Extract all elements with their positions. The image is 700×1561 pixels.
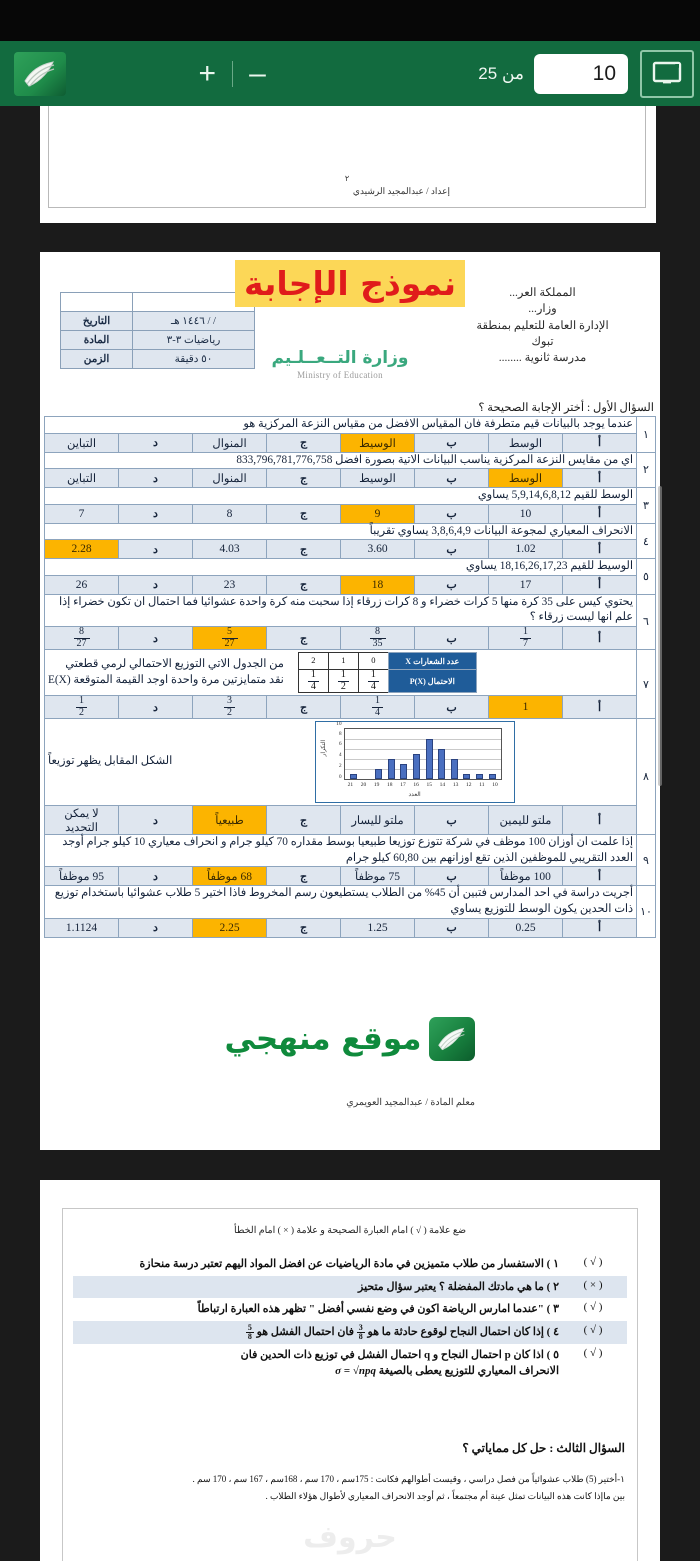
option-value-b[interactable]: 1.25	[341, 918, 415, 937]
table-row	[61, 312, 255, 331]
numerator: 1	[338, 670, 349, 682]
histogram-bar	[388, 759, 395, 779]
statement-text-mid: الانحراف المعياري للتوزيع يعطى بالصيغة	[378, 1365, 559, 1377]
histogram-y-axis-label: التكرار	[320, 740, 327, 757]
table-row	[45, 452, 656, 469]
option-value-d[interactable]: 26	[45, 575, 119, 594]
option-letter-b: ب	[415, 433, 489, 452]
x-tick: 10	[492, 782, 498, 789]
app-logo-icon[interactable]	[14, 52, 66, 96]
x-tick: 16	[413, 782, 419, 789]
question-stem: إذا علمت ان أوزان 100 موظف في شركة تتوزع توزيعا طبيعيا بوسط مقداره 70 كيلو جرام و انحراف معياري 10 كيلو جرام أوجد العدد التقريبي للموظفين الذين تقع اوزانهم بين 60,80 كيلو جرام	[45, 835, 637, 867]
y-tick: 2	[338, 763, 342, 770]
option-letter-a: أ	[563, 918, 637, 937]
histogram-bar	[451, 759, 458, 779]
option-value-a[interactable]: 1.02	[489, 540, 563, 559]
table-row	[61, 350, 255, 369]
histogram-bar	[463, 774, 470, 779]
list-item	[73, 1253, 627, 1276]
question-number: ٢	[637, 452, 656, 488]
option-letter-a: أ	[563, 867, 637, 886]
question-stem-line-1: من الجدول الاتي التوزيع الاحتمالي لرمي قطعتي	[65, 658, 284, 671]
option-letter-a: أ	[563, 504, 637, 523]
table-row	[45, 594, 656, 626]
question-number: ٥	[637, 559, 656, 595]
histogram-bar	[438, 749, 445, 779]
y-tick: 0	[338, 774, 342, 781]
answer-mark[interactable]: ( √ )	[583, 1323, 603, 1336]
fraction	[520, 627, 531, 649]
numerator: 1	[372, 696, 383, 708]
info-label: المادة	[61, 331, 133, 350]
info-value: ٥٠ دقيقة	[133, 350, 255, 369]
y-tick: 6	[338, 741, 342, 748]
option-value-a[interactable]: 10	[489, 504, 563, 523]
header-line-5: مدرسة ثانوية ........	[498, 352, 587, 365]
answer-key-banner-text: نموذج الإجابة	[243, 264, 457, 303]
x-tick: 20	[360, 782, 367, 789]
table-row	[45, 433, 656, 452]
question-stem: الوسيط للقيم 18,16,26,17,23 يساوي	[45, 559, 637, 576]
option-letter-a: أ	[563, 806, 637, 835]
table-row	[45, 719, 656, 806]
x-tick: 17	[400, 782, 406, 789]
option-value-a[interactable]	[489, 627, 563, 650]
vertical-scrollbar[interactable]	[658, 106, 662, 1561]
denominator: 4	[310, 680, 316, 692]
denominator: 35	[372, 637, 383, 649]
x-tick: 11	[479, 782, 485, 789]
x-tick: 12	[465, 782, 472, 789]
option-letter-d: د	[119, 806, 193, 835]
histogram-x-ticks	[344, 782, 502, 790]
header-line-2: وزار...	[528, 303, 557, 316]
page-number-input[interactable]	[534, 54, 628, 94]
option-value-a[interactable]: ملتو لليمين	[489, 806, 563, 835]
p-value	[328, 670, 358, 693]
question-stem-text: الشكل المقابل يظهر توزيعاً	[48, 755, 173, 768]
table-row	[45, 918, 656, 937]
question-number: ٤	[637, 523, 656, 559]
statement-text: ٢ ) ما هي مادتك المفضلة ؟ يعتبر سؤال متحيز	[358, 1280, 559, 1293]
scrollbar-thumb[interactable]	[658, 486, 662, 786]
table-row	[45, 504, 656, 523]
histogram-x-axis-label: العدد	[408, 792, 421, 799]
denominator: 2	[227, 706, 232, 718]
statement-text-mid: فان احتمال الفشل هو	[256, 1325, 355, 1338]
site-logo-book-icon	[429, 1017, 475, 1061]
question-stem: عندما يوجد بالبيانات قيم متطرفة فان المقياس الافضل من مقياس النزعة المركزية هو	[45, 417, 637, 434]
option-letter-b: ب	[415, 918, 489, 937]
denominator: 8	[247, 1331, 252, 1341]
denominator: 8	[358, 1331, 363, 1341]
info-label: التاريخ	[61, 312, 133, 331]
option-letter-c: ج	[267, 867, 341, 886]
prob-row-header-p: الاحتمال P(X)	[388, 670, 476, 693]
question-number: ٣	[637, 488, 656, 524]
numerator: 3	[358, 1322, 363, 1332]
x-tick: 13	[452, 782, 459, 789]
question-number: ١٠	[637, 886, 656, 937]
table-row	[61, 293, 255, 312]
option-value-d[interactable]	[45, 696, 119, 719]
fraction	[224, 696, 235, 718]
option-value-d[interactable]: لا يمكن التحديد	[45, 806, 119, 835]
info-value: / / ١٤٤٦ هـ	[133, 312, 255, 331]
question-three-title: السؤال الثالث : حل كل مماياتي ؟	[462, 1441, 625, 1455]
histogram-bar	[350, 774, 357, 779]
denominator: 4	[375, 706, 380, 718]
question-number: ١	[637, 417, 656, 453]
table-row	[45, 469, 656, 488]
option-letter-c: ج	[267, 627, 341, 650]
list-item	[73, 1298, 627, 1321]
fraction	[74, 627, 90, 649]
list-item	[73, 1321, 627, 1344]
question-number: ٩	[637, 835, 656, 886]
option-letter-b: ب	[415, 806, 489, 835]
option-letter-c: ج	[267, 540, 341, 559]
table-row	[298, 670, 476, 693]
option-letter-c: ج	[267, 696, 341, 719]
option-value-c[interactable]: المنوال	[193, 469, 267, 488]
option-value-a[interactable]: 17	[489, 575, 563, 594]
numerator: 8	[74, 627, 90, 639]
answer-mark[interactable]: ( × )	[583, 1278, 603, 1291]
option-value-a[interactable]: 1	[489, 696, 563, 719]
ministry-logo-english: Ministry of Education	[297, 370, 383, 380]
y-tick: 4	[338, 752, 342, 759]
prob-row-header-x: عدد الشعارات X	[388, 653, 476, 670]
zoom-out-button[interactable]: –	[249, 56, 266, 90]
question-stem: اي من مقايس النزعة المركزية يناسب البيانات الاتية بصورة افضل 833,796,781,776,758	[45, 452, 637, 469]
answer-mark[interactable]: ( √ )	[583, 1346, 603, 1359]
option-letter-d: د	[119, 918, 193, 937]
statement-text: ١ ) الاستفسار من طلاب متميزين في مادة الرياضيات عن افضل المواد اليهم تعتبر درسة منحازة	[139, 1258, 559, 1270]
option-letter-b: ب	[415, 627, 489, 650]
site-logo-arabic-text: موقع منهجي	[224, 1020, 422, 1057]
option-letter-c: ج	[267, 469, 341, 488]
table-row	[45, 650, 656, 696]
option-value-b[interactable]	[341, 696, 415, 719]
document-page-true-false[interactable]	[40, 1180, 660, 1561]
table-row	[45, 886, 656, 918]
question-three-line-1: ١-أختير (5) طلاب عشوائياً من فصل دراسي ، وقيست أطوالهم فكانت : 175سم ، 170 سم ، 168سم ، 167 سم ، 170 سم .	[192, 1474, 625, 1484]
question-stem: الانحراف المعياري لمجوعة البيانات 3,8,6,4,9 يساوي تقريباً	[45, 523, 637, 540]
option-value-b[interactable]: الوسيط	[341, 469, 415, 488]
p-value	[298, 670, 328, 693]
option-value-d[interactable]: 7	[45, 504, 119, 523]
preparer-credit: إعداد / عبدالمجيد الرشيدي	[352, 186, 450, 196]
option-letter-b: ب	[415, 867, 489, 886]
option-value-d[interactable]: 1.1124	[45, 918, 119, 937]
fraction	[76, 696, 87, 718]
question-one-block	[44, 400, 656, 938]
numerator: 1	[308, 670, 319, 682]
histogram-bar	[375, 769, 382, 779]
question-number: ٧	[637, 650, 656, 719]
page-watermark: حروف	[303, 1520, 397, 1555]
header-line-4: تبوك	[531, 335, 554, 348]
denominator: 7	[523, 637, 528, 649]
denominator: 4	[370, 680, 376, 692]
question-three-body	[85, 1471, 625, 1505]
option-value-c[interactable]: 2.25	[193, 918, 267, 937]
table-row	[45, 806, 656, 835]
option-letter-b: ب	[415, 696, 489, 719]
table-row	[45, 835, 656, 867]
option-value-d[interactable]: التباين	[45, 469, 119, 488]
page-sheet	[48, 106, 646, 208]
option-value-c[interactable]: المنوال	[193, 433, 267, 452]
option-value-c[interactable]: 4.03	[193, 540, 267, 559]
x-tick: 18	[387, 782, 393, 789]
header-line-3: الإدارة العامة للتعليم بمنطقة	[476, 319, 609, 332]
option-letter-d: د	[119, 575, 193, 594]
x-tick: 15	[426, 782, 432, 789]
histogram-y-ticks	[328, 721, 342, 781]
option-value-c[interactable]: 23	[193, 575, 267, 594]
option-value-b[interactable]: 75 موظفاً	[341, 867, 415, 886]
viewer-toolbar	[0, 41, 700, 106]
option-value-b[interactable]: 18	[341, 575, 415, 594]
option-letter-d: د	[119, 540, 193, 559]
statement-text-pre: ٥ ) اذا كان p احتمال النجاح و q احتمال الفشل في توزيع ذات الحدين فان	[240, 1348, 559, 1361]
histogram-bar	[476, 774, 483, 779]
option-letter-d: د	[119, 696, 193, 719]
option-value-b[interactable]: الوسيط	[341, 433, 415, 452]
statement-text: ٣ ) "عندما امارس الرياضة اكون في وضع نفسي أفضل " تظهر هذه العبارة ارتباطاً	[197, 1303, 559, 1315]
option-letter-a: أ	[563, 627, 637, 650]
option-value-d[interactable]	[45, 627, 119, 650]
table-row	[45, 488, 656, 505]
formula-text: σ = √npq	[335, 1365, 376, 1377]
school-header-block	[435, 285, 650, 367]
option-value-c[interactable]: طبيعياً	[193, 806, 267, 835]
numerator: 8	[370, 627, 386, 639]
option-value-d[interactable]: 95 موظفاً	[45, 867, 119, 886]
x-tick: 14	[439, 782, 446, 789]
list-item	[73, 1344, 627, 1383]
option-letter-c: ج	[267, 806, 341, 835]
document-page-previous[interactable]	[40, 106, 656, 223]
question-one-title: السؤال الأول : أختر الإجابة الصحيحة ؟	[478, 402, 654, 414]
question-stem: الوسط للقيم 5,9,14,6,8,12 يساوي	[45, 488, 637, 505]
statement-text	[83, 1347, 559, 1380]
y-tick: 10	[336, 721, 342, 728]
option-value-b[interactable]: 9	[341, 504, 415, 523]
teacher-credit: معلم المادة / عبدالمجيد العويمري	[346, 1098, 475, 1108]
numerator: 1	[368, 670, 379, 682]
denominator: 27	[76, 637, 87, 649]
fraction	[370, 627, 386, 649]
page-number-text: ٢	[344, 174, 350, 183]
histogram-chart	[315, 721, 515, 803]
option-value-c[interactable]: 68 موظفاً	[193, 867, 267, 886]
exam-info-table	[60, 292, 255, 369]
table-row	[45, 523, 656, 540]
header-line-1: المملكة العر...	[509, 287, 576, 299]
info-label	[61, 293, 133, 312]
table-row	[61, 331, 255, 350]
option-letter-c: ج	[267, 575, 341, 594]
table-row	[45, 627, 656, 650]
y-tick: 8	[338, 731, 342, 738]
histogram-bar	[489, 774, 496, 779]
option-value-c[interactable]	[193, 696, 267, 719]
numerator: 5	[247, 1322, 252, 1332]
status-bar-area	[0, 0, 700, 41]
question-stem: يحتوي كيس على 35 كرة منها 5 كرات خضراء و 8 كرات زرقاء إذا سحبت منه كرة واحدة عشوائيا فما احتمال ان تكون خضراء إذا علم انها ليست زرقاء ؟	[45, 594, 637, 626]
x-tick: 19	[373, 782, 380, 789]
histogram-bar	[413, 754, 420, 779]
table-row	[45, 417, 656, 434]
answer-mark[interactable]: ( √ )	[583, 1301, 603, 1313]
histogram-plot-area	[344, 728, 502, 780]
x-value: 0	[358, 653, 388, 670]
question-stem: أجريت دراسة في احد المدارس فتبين أن 45% من الطلاب يستطيعون رسم المخروط فاذا اختير 5 طلاب عشوائيا باستخدام توزيع ذات الحدين يكون الوسط للتوزيع يساوي	[45, 886, 637, 918]
answer-mark[interactable]: ( √ )	[583, 1256, 603, 1268]
ministry-logo-arabic: وزارة التــعــلـيم	[271, 348, 409, 368]
option-letter-b: ب	[415, 469, 489, 488]
numerator: 1	[520, 627, 531, 639]
option-letter-b: ب	[415, 504, 489, 523]
option-letter-d: د	[119, 867, 193, 886]
option-letter-d: د	[119, 504, 193, 523]
option-letter-d: د	[119, 469, 193, 488]
x-value: 1	[328, 653, 358, 670]
question-stem-line-2: نقد متمايزتين مرة واحدة اوجد القيمة المتوقعة E(X)	[48, 673, 284, 686]
option-letter-a: أ	[563, 469, 637, 488]
question-number: ٦	[637, 594, 656, 649]
option-value-a[interactable]: الوسط	[489, 469, 563, 488]
true-false-instruction: ضع علامة ( √ ) امام العبارة الصحيحة و علامة ( × ) امام الخطأ	[233, 1226, 467, 1236]
question-answer-table	[44, 416, 656, 938]
question-number: ٨	[637, 719, 656, 835]
option-letter-d: د	[119, 433, 193, 452]
option-letter-a: أ	[563, 540, 637, 559]
option-value-b[interactable]: ملتو لليسار	[341, 806, 415, 835]
statement-text	[83, 1324, 559, 1341]
histogram-bar	[426, 739, 433, 779]
table-row	[45, 867, 656, 886]
numerator: 5	[222, 627, 238, 639]
option-letter-c: ج	[267, 504, 341, 523]
list-item	[73, 1276, 627, 1299]
table-row	[45, 696, 656, 719]
p-value	[358, 670, 388, 693]
table-row	[298, 653, 476, 670]
option-letter-a: أ	[563, 433, 637, 452]
option-value-d[interactable]: التباين	[45, 433, 119, 452]
denominator: 27	[224, 637, 235, 649]
document-page-answer-key[interactable]	[40, 252, 660, 1150]
option-value-a[interactable]: 100 موظفاً	[489, 867, 563, 886]
zoom-in-button[interactable]: +	[198, 56, 217, 90]
info-label: الزمن	[61, 350, 133, 369]
histogram-bar	[400, 764, 407, 779]
option-value-c[interactable]: 8	[193, 504, 267, 523]
x-value: 2	[298, 653, 328, 670]
numerator: 3	[224, 696, 235, 708]
probability-distribution-table	[298, 652, 477, 693]
option-letter-b: ب	[415, 575, 489, 594]
fraction	[222, 627, 238, 649]
fraction	[357, 1324, 365, 1341]
x-tick: 21	[347, 782, 354, 789]
question-three-line-2: بين ماإذا كانت هذه البيانات تمثل عينة أم مجتمعاً ، ثم أوجد الانحراف المعياري لأطوال هؤلاء الطلاب .	[265, 1491, 625, 1502]
statement-text-pre: ٤ ) إذا كان احتمال النجاح لوقوع حادثة ما هو	[367, 1325, 559, 1338]
histogram-bars	[345, 729, 501, 779]
numerator: 1	[76, 696, 87, 708]
option-value-b[interactable]	[341, 627, 415, 650]
table-row	[45, 540, 656, 559]
option-value-c[interactable]	[193, 627, 267, 650]
option-letter-c: ج	[267, 918, 341, 937]
option-value-a[interactable]: 0.25	[489, 918, 563, 937]
table-row	[45, 575, 656, 594]
page-total-label: من 25	[478, 63, 524, 83]
option-value-d[interactable]: 2.28	[45, 540, 119, 559]
option-letter-a: أ	[563, 696, 637, 719]
fraction	[246, 1324, 254, 1341]
option-value-a[interactable]: الوسط	[489, 433, 563, 452]
option-letter-c: ج	[267, 433, 341, 452]
fraction	[372, 696, 383, 718]
page-sheet	[62, 1208, 638, 1561]
question-stem	[45, 719, 637, 806]
answer-key-banner	[235, 260, 465, 307]
true-false-list	[73, 1253, 627, 1383]
option-letter-d: د	[119, 627, 193, 650]
option-value-b[interactable]: 3.60	[341, 540, 415, 559]
option-letter-b: ب	[415, 540, 489, 559]
denominator: 2	[340, 680, 346, 692]
option-letter-a: أ	[563, 575, 637, 594]
zoom-controls	[66, 57, 398, 91]
table-row	[45, 559, 656, 576]
question-stem	[45, 650, 637, 696]
ministry-logo	[270, 348, 410, 380]
denominator: 2	[79, 706, 84, 718]
info-value: رياضيات ٣-٣	[133, 331, 255, 350]
site-watermark-logo[interactable]	[40, 1017, 660, 1061]
toolbar-divider	[232, 61, 233, 87]
fullscreen-button[interactable]	[640, 50, 694, 98]
